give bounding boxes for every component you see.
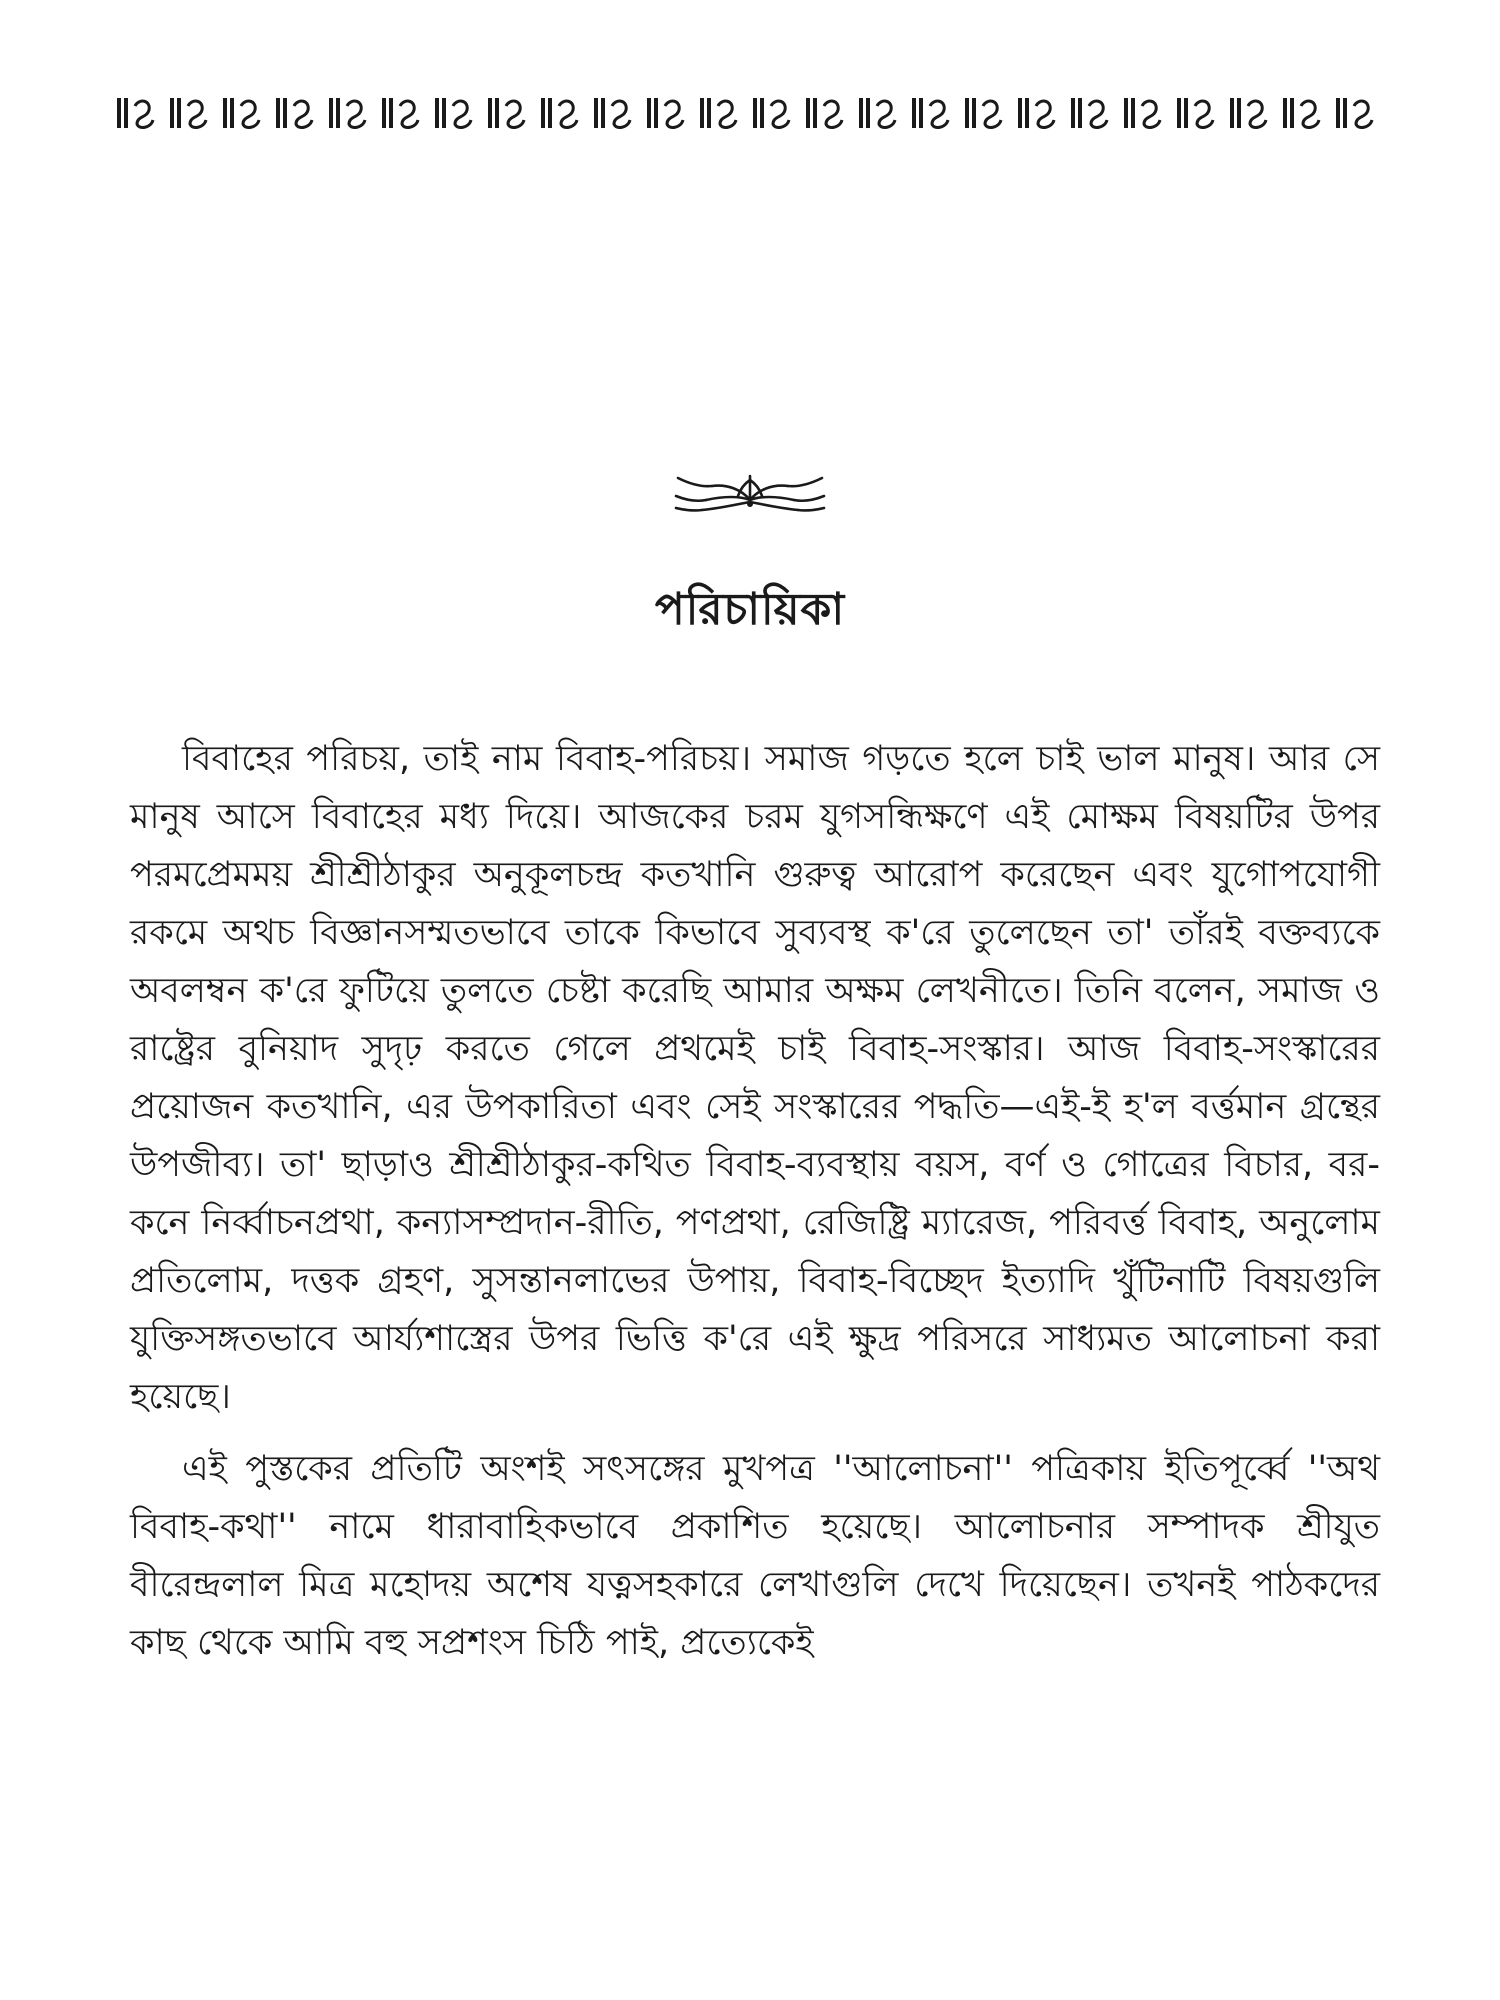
border-motif-unit <box>488 98 524 128</box>
border-motif-unit <box>647 98 683 128</box>
border-motif-unit <box>170 98 206 128</box>
border-motif-unit <box>435 98 471 128</box>
paragraph-2: এই পুস্তকের প্রতিটি অংশই সৎসঙ্গের মুখপত্র ''আলোচনা'' পত্রিকায় ইতিপূর্ব্বে ''অথ বিবাহ-কথা'' নামে ধারাবাহিকভাবে প্রকাশিত হয়েছে। আলোচনার সম্পাদক শ্রীযুত বীরেন্দ্রলাল মিত্র মহোদয় অশেষ যত্নসহকারে লেখাগুলি দেখে দিয়েছেন। তখনই পাঠকদের কাছ থেকে আমি বহু সপ্রশংস চিঠি পাই, প্রত্যেকেই <box>130 1449 1380 1663</box>
page-title: পরিচায়িকা <box>654 584 846 635</box>
border-motif-unit <box>806 98 842 128</box>
border-motif-unit <box>859 98 895 128</box>
border-motif-unit <box>1071 98 1107 128</box>
border-motif-unit <box>1283 98 1319 128</box>
border-motif-unit <box>965 98 1001 128</box>
border-motif-unit <box>223 98 259 128</box>
border-motif-unit <box>912 98 948 128</box>
border-motif-unit <box>541 98 577 128</box>
border-motif-unit <box>1018 98 1054 128</box>
border-motif-unit <box>1230 98 1266 128</box>
ornamental-border <box>115 92 1387 134</box>
border-motif-unit <box>1336 98 1372 128</box>
border-motif-unit <box>700 98 736 128</box>
border-motif-unit <box>594 98 630 128</box>
border-motif-unit <box>117 98 153 128</box>
border-motif-unit <box>276 98 312 128</box>
border-motif-unit <box>753 98 789 128</box>
body-text <box>130 730 1380 1686</box>
border-motif-unit <box>1124 98 1160 128</box>
border-motif-unit <box>382 98 418 128</box>
border-motif-unit <box>1177 98 1213 128</box>
border-motif-unit <box>329 98 365 128</box>
floral-flourish-icon <box>672 470 828 516</box>
ornamental-border-icon <box>115 92 1387 134</box>
paragraph-1: বিবাহের পরিচয়, তাই নাম বিবাহ-পরিচয়। সমাজ গড়তে হলে চাই ভাল মানুষ। আর সে মানুষ আসে বিবাহের মধ্য দিয়ে। আজকের চরম যুগসন্ধিক্ষণে এই মোক্ষম বিষয়টির উপর পরমপ্রেমময় শ্রীশ্রীঠাকুর অনুকূলচন্দ্র কতখানি গুরুত্ব আরোপ করেছেন এবং যুগোপযোগী রকমে অথচ বিজ্ঞানসম্মতভাবে তাকে কিভাবে সুব্যবস্থ ক'রে তুলেছেন তা' তাঁরই বক্তব্যকে অবলম্বন ক'রে ফুটিয়ে তুলতে চেষ্টা করেছি আমার অক্ষম লেখনীতে। তিনি বলেন, সমাজ ও রাষ্ট্রের বুনিয়াদ সুদৃঢ় করতে গেলে প্রথমেই চাই বিবাহ-সংস্কার। আজ বিবাহ-সংস্কারের প্রয়োজন কতখানি, এর উপকারিতা এবং সেই সংস্কারের পদ্ধতি—এই-ই হ'ল বর্ত্তমান গ্রন্থের উপজীব্য। তা' ছাড়াও শ্রীশ্রীঠাকুর-কথিত বিবাহ-ব্যবস্থায় বয়স, বর্ণ ও গোত্রের বিচার, বর-কনে নির্ব্বাচনপ্রথা, কন্যাসম্প্রদান-রীতি, পণপ্রথা, রেজিষ্ট্রি ম্যারেজ, পরিবর্ত্ত বিবাহ, অনুলোম প্রতিলোম, দত্তক গ্রহণ, সুসন্তানলাভের উপায়, বিবাহ-বিচ্ছেদ ইত্যাদি খুঁটিনাটি বিষয়গুলি যুক্তিসঙ্গতভাবে আর্য্যশাস্ত্রের উপর ভিত্তি ক'রে এই ক্ষুদ্র পরিসরে সাধ্যমত আলোচনা করা হয়েছে। <box>130 739 1380 1417</box>
